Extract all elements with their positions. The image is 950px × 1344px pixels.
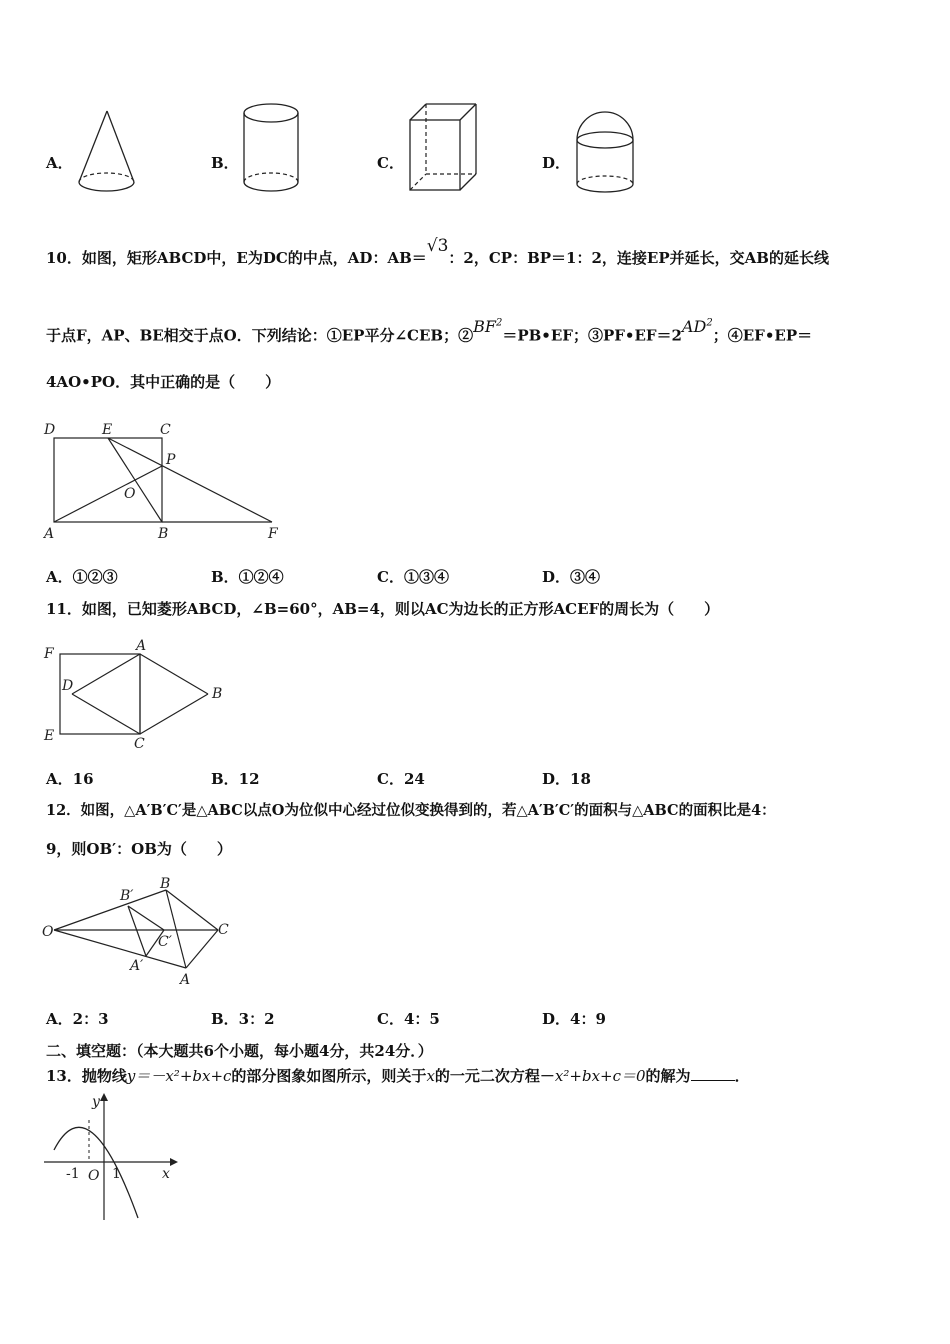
q11-label-F: F (44, 646, 54, 662)
q11-label-C: C (134, 736, 145, 752)
cuboid-icon (406, 100, 478, 196)
q11-label-E: E (44, 728, 55, 744)
q13-text-c: 的一元二次方程－ (434, 1067, 555, 1085)
section-2-heading: 二、填空题：（本大题共6个小题，每小题4分，共24分．） (46, 1042, 433, 1060)
q12-label-A: A (180, 972, 191, 988)
q12-line1: 12．如图，△A′B′C′是△ABC以点O为位似中心经过位似变换得到的，若△A′B′C′的面积与△ABC的面积比是4： (46, 802, 776, 819)
q9-option-a-label: A． (46, 154, 73, 172)
q13-func: y＝－x²+bx+c (126, 1067, 232, 1085)
q10-line2 (46, 317, 813, 345)
q10-label-C: C (160, 422, 171, 438)
q11-option-a[interactable]: A．16 (46, 770, 94, 788)
q10-line1-a: 10．如图，矩形ABCD中，E为DC的中点，AD：AB＝ (46, 249, 427, 267)
q10-ad2: $AD^2$ (681, 317, 713, 337)
q12-label-B: B (160, 876, 171, 892)
q13-label-x: x (162, 1166, 170, 1182)
capped-cylinder-icon (572, 104, 638, 196)
q10-line1-b: ：2，CP：BP＝1：2，连接EP并延长，交AB的延长线 (448, 249, 829, 267)
q12-option-b[interactable]: B．3：2 (211, 1010, 275, 1028)
q11-option-d[interactable]: D．18 (542, 770, 591, 788)
q10-label-A: A (44, 526, 55, 542)
q11-label-B: B (212, 686, 223, 702)
q13-answer-blank[interactable] (691, 1066, 735, 1081)
q13-label-neg1: -1 (66, 1166, 80, 1182)
q11-option-c[interactable]: C．24 (377, 770, 425, 788)
q10-figure (40, 418, 290, 546)
q12-label-A1: A′ (130, 958, 144, 974)
q13-label-O: O (88, 1168, 100, 1184)
q10-line2-b: ＝PB•EF；③PF•EF＝2 (502, 326, 682, 345)
q13-text-d: 的解为 (645, 1067, 691, 1085)
q10-label-D: D (44, 422, 56, 438)
q10-option-a[interactable]: A．①②③ (46, 568, 118, 586)
q13-text-a: 13．抛物线 (46, 1067, 127, 1085)
q11-text: 11．如图，已知菱形ABCD，∠B=60°，AB=4，则以AC为边长的正方形ACEF的周长为（ ） (46, 600, 720, 618)
q13-var: x (426, 1067, 435, 1085)
q9-option-b-label: B． (211, 154, 239, 172)
cylinder-icon (240, 100, 302, 196)
q10-sqrt3: √3 (426, 236, 449, 256)
q12-figure (40, 872, 240, 988)
q10-label-O: O (124, 486, 136, 502)
q13-label-y: y (92, 1094, 100, 1110)
q10-line2-a: 于点F，AP、BE相交于点O．下列结论：①EP平分∠CEB；② (46, 326, 474, 345)
q10-label-F: F (268, 526, 278, 542)
q12-option-d[interactable]: D．4：9 (542, 1010, 606, 1028)
q10-line2-c: ；④EF•EP＝ (712, 326, 813, 345)
q10-option-c[interactable]: C．①③④ (377, 568, 449, 586)
q10-label-E: E (102, 422, 113, 438)
q12-label-C1: C′ (158, 934, 172, 950)
q10-label-B: B (158, 526, 169, 542)
q12-label-C: C (218, 922, 229, 938)
q11-label-D: D (62, 678, 74, 694)
q12-line2: 9，则OB′：OB为（ ） (46, 840, 232, 858)
q12-label-O: O (42, 924, 54, 940)
q12-option-c[interactable]: C．4：5 (377, 1010, 440, 1028)
q10-option-b[interactable]: B．①②④ (211, 568, 284, 586)
q13-eq: x²+bx+c＝0 (554, 1067, 646, 1085)
cone-icon (76, 108, 138, 196)
q10-line1 (46, 236, 829, 268)
q11-label-A: A (136, 638, 147, 654)
q11-option-b[interactable]: B．12 (211, 770, 260, 788)
q11-figure (40, 634, 230, 752)
q12-option-a[interactable]: A．2：3 (46, 1010, 109, 1028)
q13-text-b: 的部分图象如图所示，则关于 (231, 1067, 427, 1085)
q9-option-c-label: C． (377, 154, 404, 172)
q10-option-d[interactable]: D．③④ (542, 568, 601, 586)
q13-label-1: 1 (112, 1166, 121, 1182)
q13-text-e: ． (734, 1067, 750, 1085)
q12-label-B1: B′ (120, 888, 134, 904)
q9-option-d-label: D． (542, 154, 571, 172)
q13-figure (40, 1092, 180, 1224)
q10-bf2: $BF^2$ (473, 317, 503, 337)
q10-line3: 4AO•PO．其中正确的是（ ） (46, 373, 281, 391)
q13-text (46, 1066, 750, 1086)
q10-label-P: P (166, 452, 176, 468)
